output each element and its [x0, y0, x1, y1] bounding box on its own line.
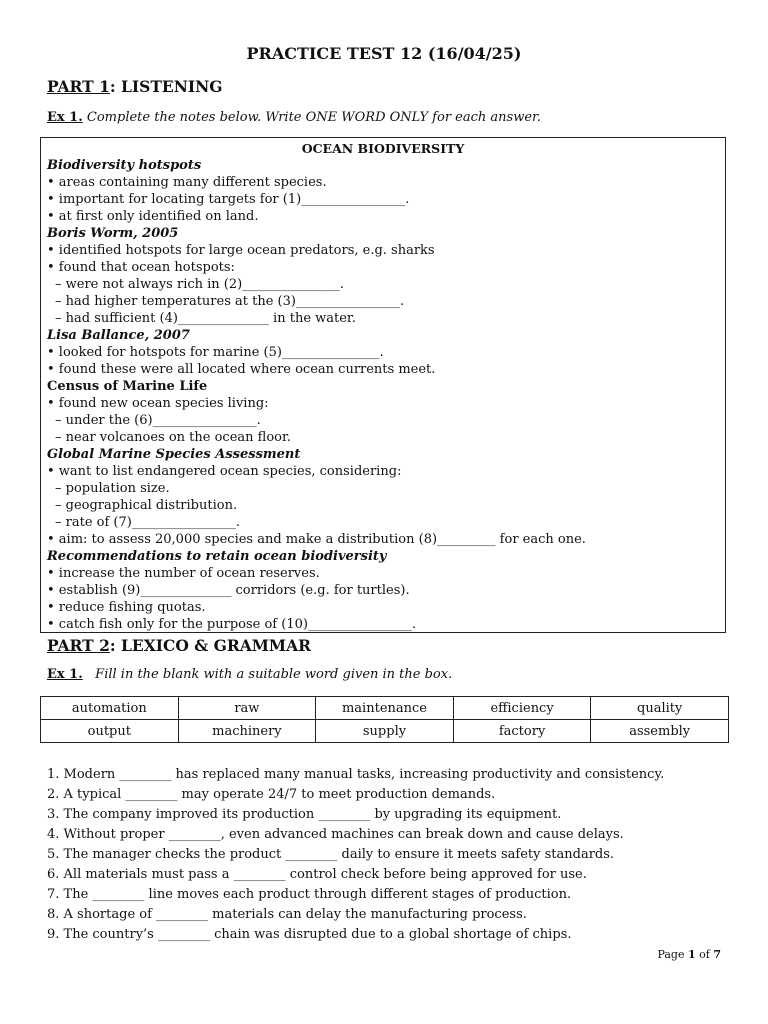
part2-heading [47, 636, 311, 655]
word-box-cell: assembly [591, 720, 729, 743]
notes-section-heading: Lisa Ballance, 2007 [47, 328, 190, 343]
notes-line: • reduce fishing quotas. [47, 600, 206, 615]
word-box-cell: efficiency [453, 697, 591, 720]
part2-ex1-line [47, 667, 452, 682]
notes-section-heading: Census of Marine Life [47, 379, 208, 394]
exercise-sentence: 3. The company improved its production ________ by upgrading its equipment. [47, 807, 562, 822]
exercise-sentence: 6. All materials must pass a ________ control check before being approved for use. [47, 867, 587, 882]
word-box-cell: output [41, 720, 179, 743]
part1-heading [47, 77, 223, 96]
word-box-cell: factory [453, 720, 591, 743]
notes-line: – geographical distribution. [55, 498, 238, 513]
notes-line: • want to list endangered ocean species, considering: [47, 464, 402, 479]
notes-title: OCEAN BIODIVERSITY [301, 141, 465, 156]
page-footer [657, 948, 721, 961]
word-box-cell: quality [591, 697, 729, 720]
exercise-sentence: 7. The ________ line moves each product through different stages of production. [47, 887, 572, 902]
word-box-cell: supply [316, 720, 454, 743]
part1-label: PART 1 [47, 77, 110, 96]
word-box-cell: automation [41, 697, 179, 720]
part2-ex1-instruction: Fill in the blank with a suitable word given in the box. [95, 667, 453, 682]
exercise-sentence: 1. Modern ________ has replaced many manual tasks, increasing productivity and consistency. [47, 767, 665, 782]
notes-section-heading: Biodiversity hotspots [47, 158, 202, 173]
notes-line: – were not always rich in (2)_______________. [55, 277, 344, 292]
notes-line: • establish (9)______________ corridors (e.g. for turtles). [47, 583, 410, 598]
part2-ex1-label: Ex 1. [47, 667, 83, 682]
notes-section-heading: Global Marine Species Assessment [47, 447, 301, 462]
word-box-cell: machinery [178, 720, 316, 743]
notes-line: – had higher temperatures at the (3)________________. [55, 294, 405, 309]
notes-line: • important for locating targets for (1)________________. [47, 192, 410, 207]
notes-line: – population size. [55, 481, 170, 496]
notes-line: • found these were all located where ocean currents meet. [47, 362, 436, 377]
notes-lines [41, 157, 725, 633]
footer-total-pages: 7 [713, 948, 721, 961]
notes-line: • catch fish only for the purpose of (10)________________. [47, 617, 417, 632]
word-box-cell: raw [178, 697, 316, 720]
sentence-list [47, 765, 664, 945]
notes-line: – rate of (7)________________. [55, 515, 240, 530]
word-box-row [41, 697, 729, 720]
exercise-sentence: 5. The manager checks the product ________ daily to ensure it meets safety standards. [47, 847, 615, 862]
exercise-sentence: 8. A shortage of ________ materials can delay the manufacturing process. [47, 907, 527, 922]
footer-of-word: of [699, 948, 710, 961]
notes-line: – had sufficient (4)______________ in the water. [55, 311, 356, 326]
part1-ex1-label: Ex 1. [47, 110, 83, 125]
exercise-sentence: 9. The country’s ________ chain was disrupted due to a global shortage of chips. [47, 927, 572, 942]
notes-section-heading: Recommendations to retain ocean biodiversity [47, 549, 387, 564]
notes-line: – under the (6)________________. [55, 413, 261, 428]
word-box-table [40, 696, 729, 743]
part1-ex1-instruction: Complete the notes below. Write ONE WORD ONLY for each answer. [86, 110, 541, 125]
word-box-cell: maintenance [316, 697, 454, 720]
notes-box [40, 137, 726, 633]
notes-line: – near volcanoes on the ocean floor. [55, 430, 291, 445]
notes-line: • aim: to assess 20,000 species and make a distribution (8)_________ for each one. [47, 532, 586, 547]
page-title: PRACTICE TEST 12 (16/04/25) [246, 44, 522, 63]
notes-line: • identified hotspots for large ocean predators, e.g. sharks [47, 243, 435, 258]
notes-line: • found that ocean hotspots: [47, 260, 235, 275]
part2-name: : LEXICO & GRAMMAR [109, 636, 311, 655]
notes-line: • at first only identified on land. [47, 209, 259, 224]
word-box-row [41, 720, 729, 743]
exercise-sentence: 2. A typical ________ may operate 24/7 to meet production demands. [47, 787, 496, 802]
part1-ex1-line [47, 110, 541, 125]
footer-page-word: Page [657, 948, 685, 961]
notes-line: • increase the number of ocean reserves. [47, 566, 320, 581]
footer-current-page: 1 [687, 948, 696, 961]
notes-section-heading: Boris Worm, 2005 [47, 226, 179, 241]
notes-line: • areas containing many different species. [47, 175, 327, 190]
notes-line: • found new ocean species living: [47, 396, 269, 411]
notes-line: • looked for hotspots for marine (5)_______________. [47, 345, 384, 360]
part2-label: PART 2 [47, 636, 110, 655]
part1-name: : LISTENING [109, 77, 223, 96]
exercise-sentence: 4. Without proper ________, even advanced machines can break down and cause delays. [47, 827, 624, 842]
